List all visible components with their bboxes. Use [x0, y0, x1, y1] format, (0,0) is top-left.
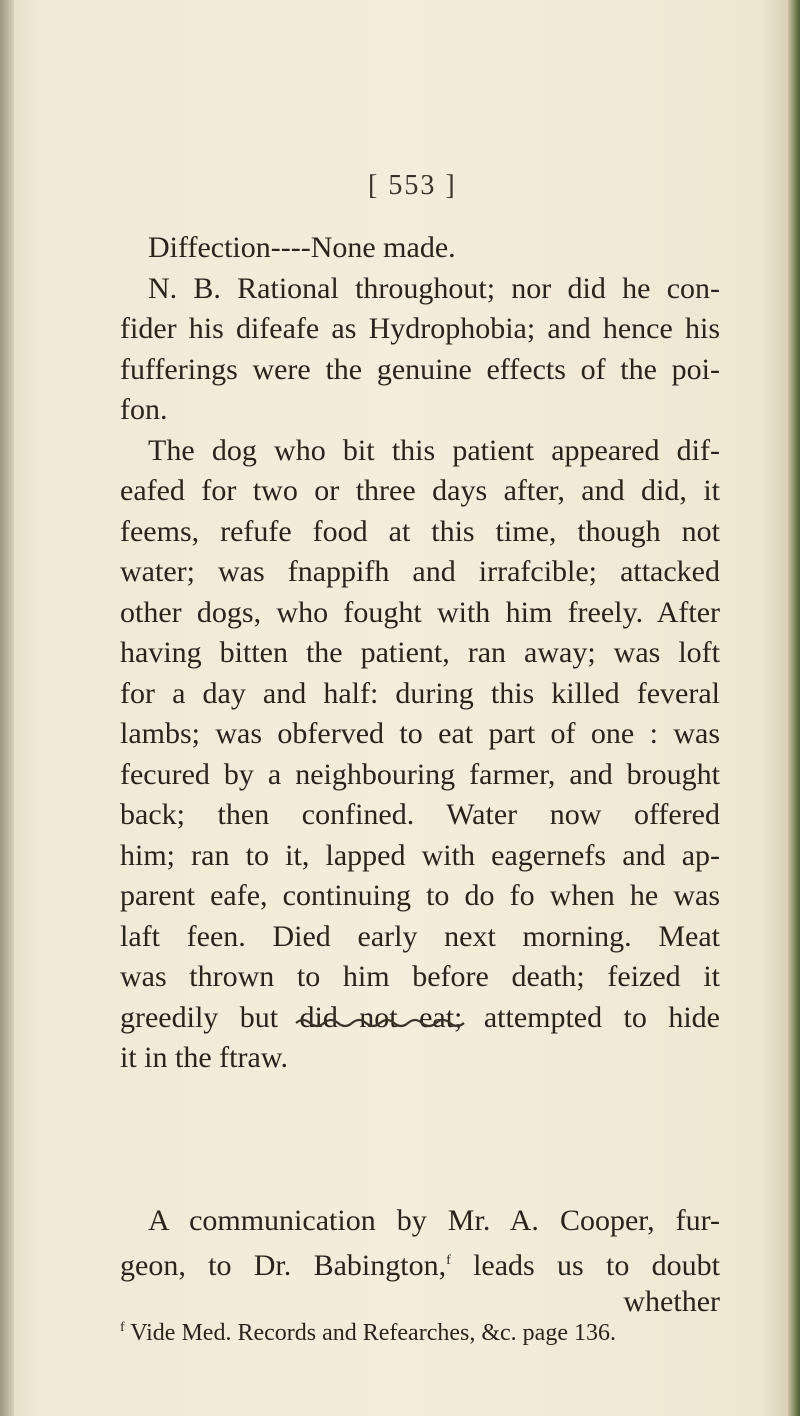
text-fragment: geon, to Dr. Babington, [120, 1249, 447, 1282]
text-line: parent eafe, continuing to do fo when he was [120, 879, 720, 912]
footnote-text: Vide Med. Records and Refearches, &c. page 136. [130, 1320, 616, 1346]
text-line: back; then confined. Water now offered [120, 798, 720, 831]
text-line: water; was fnappifh and irrafcible; attacked [120, 555, 720, 588]
text-line: Diffection----None made. [148, 231, 456, 264]
body-text [120, 228, 720, 1322]
text-line: him; ran to it, lapped with eagernefs and ap- [120, 838, 720, 872]
footnote-marker: f [120, 1320, 125, 1335]
page-gutter-edge [0, 0, 14, 1416]
text-line: N. B. Rational throughout; nor did he con- [148, 271, 720, 305]
text-line: laft feen. Died early next morning. Meat [120, 919, 720, 953]
footnote [120, 1320, 680, 1347]
text-line [120, 1241, 720, 1282]
footnote-reference: f [446, 1253, 451, 1268]
text-line: for a day and half: during this killed feveral [120, 676, 720, 710]
text-line: fider his difeafe as Hydrophobia; and hence his [120, 312, 720, 345]
text-line: having bitten the patient, ran away; was loft [120, 636, 720, 669]
page-outer-edge [788, 0, 800, 1416]
text-line: was thrown to him before death; feized it [120, 960, 720, 993]
text-line: eafed for two or three days after, and did, it [120, 474, 720, 507]
text-line: The dog who bit this patient appeared dif- [148, 433, 720, 467]
text-line: greedily but did not eat; attempted to hide [120, 1000, 720, 1034]
text-line: feems, refufe food at this time, though not [120, 514, 720, 548]
text-line: fon. [120, 393, 168, 426]
text-line: other dogs, who fought with him freely. After [120, 595, 720, 629]
text-line: fecured by a neighbouring farmer, and brought [120, 757, 720, 791]
text-line: lambs; was obferved to eat part of one : was [120, 717, 720, 750]
text-line: it in the ftraw. [120, 1041, 289, 1074]
ornamental-divider [294, 1016, 466, 1030]
text-line: A communication by Mr. A. Cooper, fur- [148, 1203, 720, 1237]
page-number-header: [ 553 ] [368, 170, 457, 201]
catchword: whether [623, 1284, 720, 1318]
text-fragment: leads us to doubt [473, 1249, 720, 1282]
text-line: fufferings were the genuine effects of the poi- [120, 352, 720, 386]
